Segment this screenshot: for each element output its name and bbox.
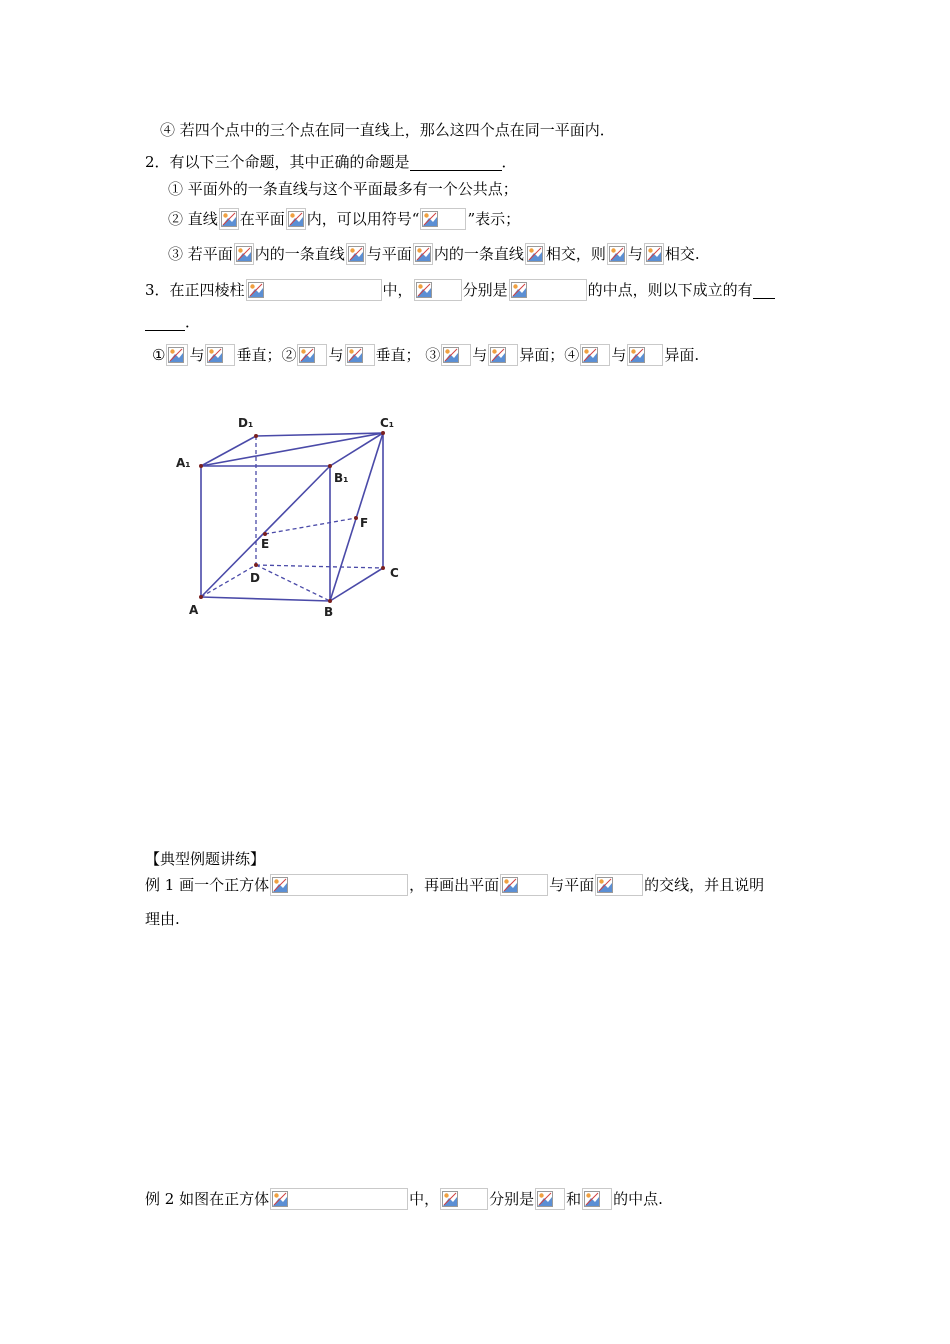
q2-item3-text: 与 xyxy=(627,245,643,263)
option-text: 与 xyxy=(611,346,627,364)
formula-image xyxy=(219,208,239,230)
vertex-b1 xyxy=(328,464,332,468)
q3-stem xyxy=(145,279,775,301)
example-1-text: 的交线，并且说明 xyxy=(644,876,765,894)
q2-item2 xyxy=(168,208,520,230)
example-2-text: 例 2 如图在正方体 xyxy=(145,1190,270,1208)
formula-image xyxy=(414,279,462,301)
option-text: 垂直； ③ xyxy=(375,346,441,364)
formula-image xyxy=(345,344,375,366)
example-1-cont xyxy=(145,908,180,930)
option-text: 垂直；② xyxy=(236,346,297,364)
formula-image xyxy=(346,243,366,265)
image-placeholder-icon xyxy=(502,877,518,893)
formula-image xyxy=(270,874,408,896)
image-placeholder-icon xyxy=(422,211,438,227)
q3-options xyxy=(152,344,699,366)
label-c: C xyxy=(390,566,399,580)
example-2 xyxy=(145,1188,663,1210)
q2-item2-text: 在平面 xyxy=(239,210,285,228)
answer-blank[interactable] xyxy=(753,282,775,299)
vertex-b xyxy=(328,599,332,603)
formula-image xyxy=(535,1188,565,1210)
example-1 xyxy=(145,874,764,896)
q3-stem-text: 分别是 xyxy=(462,281,508,299)
option-text: 异面. xyxy=(664,346,700,364)
image-placeholder-icon xyxy=(646,246,662,262)
vertex-d1 xyxy=(254,434,258,438)
image-placeholder-icon xyxy=(272,1191,288,1207)
q2-item3-text: 相交. xyxy=(664,245,700,263)
example-1-text: ，再画出平面 xyxy=(409,876,500,894)
vertex-c1 xyxy=(381,431,385,435)
formula-image xyxy=(525,243,545,265)
example-2-text: 中， xyxy=(409,1190,440,1208)
q3-stem-text: 3．在正四棱柱 xyxy=(145,281,245,299)
edge-b-c xyxy=(330,568,383,601)
label-f: F xyxy=(360,516,369,530)
image-placeholder-icon xyxy=(490,347,506,363)
image-placeholder-icon xyxy=(347,347,363,363)
hidden-edge-d-c xyxy=(256,565,383,568)
section-title xyxy=(145,848,265,870)
option-text: 与 xyxy=(189,346,205,364)
image-placeholder-icon xyxy=(272,877,288,893)
answer-blank[interactable] xyxy=(410,154,502,171)
vertex-d xyxy=(254,563,258,567)
q2-item2-text: 内，可以用符号“ xyxy=(306,210,420,228)
image-placeholder-icon xyxy=(597,877,613,893)
label-a: A xyxy=(189,603,199,617)
vertex-a xyxy=(199,595,203,599)
q2-stem-end: ． xyxy=(501,153,517,171)
vertex-a1 xyxy=(199,464,203,468)
hidden-segment-d-b xyxy=(256,565,330,601)
q2-item3-text: 内的一条直线 xyxy=(254,245,345,263)
q3-stem-end: ． xyxy=(185,313,201,331)
formula-image xyxy=(509,279,587,301)
q3-stem-cont xyxy=(145,311,200,333)
example-1-text: 理由. xyxy=(145,910,180,928)
option-text: 与 xyxy=(328,346,344,364)
image-placeholder-icon xyxy=(416,282,432,298)
formula-image xyxy=(270,1188,408,1210)
image-placeholder-icon xyxy=(207,347,223,363)
q2-item3-text: 内的一条直线 xyxy=(433,245,524,263)
image-placeholder-icon xyxy=(442,1191,458,1207)
formula-image xyxy=(234,243,254,265)
q2-item1 xyxy=(168,178,518,200)
image-placeholder-icon xyxy=(443,347,459,363)
option-text: 异面；④ xyxy=(519,346,580,364)
q1-item4 xyxy=(160,119,615,141)
label-e: E xyxy=(261,537,270,551)
formula-image xyxy=(644,243,664,265)
image-placeholder-icon xyxy=(609,246,625,262)
image-placeholder-icon xyxy=(629,347,645,363)
example-2-text: 分别是 xyxy=(489,1190,535,1208)
q2-item1-text: ① 平面外的一条直线与这个平面最多有一个公共点； xyxy=(168,180,518,198)
q2-stem xyxy=(145,151,517,173)
formula-image xyxy=(580,344,610,366)
q1-item4-text: ④ 若四个点中的三个点在同一直线上，那么这四个点在同一平面内． xyxy=(160,121,615,139)
label-d: D xyxy=(250,571,260,585)
hidden-segment-e-f xyxy=(265,518,356,534)
formula-image xyxy=(246,279,382,301)
formula-image xyxy=(286,208,306,230)
label-d1: D₁ xyxy=(238,416,254,430)
label-b: B xyxy=(324,605,334,619)
image-placeholder-icon xyxy=(527,246,543,262)
vertex-c xyxy=(381,566,385,570)
q2-item2-text: ② 直线 xyxy=(168,210,218,228)
formula-image xyxy=(627,344,663,366)
label-a1: A₁ xyxy=(176,456,191,470)
image-placeholder-icon xyxy=(299,347,315,363)
image-placeholder-icon xyxy=(348,246,364,262)
image-placeholder-icon xyxy=(221,211,237,227)
point-e xyxy=(263,532,267,536)
image-placeholder-icon xyxy=(511,282,527,298)
formula-image xyxy=(488,344,518,366)
q3-stem-text: 中， xyxy=(382,281,413,299)
q2-item3-text: 相交，则 xyxy=(545,245,606,263)
point-f xyxy=(354,516,358,520)
formula-image xyxy=(582,1188,612,1210)
prism-figure xyxy=(168,405,418,625)
answer-blank[interactable] xyxy=(145,314,185,331)
formula-image xyxy=(441,344,471,366)
q2-item3-text: 与平面 xyxy=(366,245,412,263)
formula-image xyxy=(420,208,466,230)
image-placeholder-icon xyxy=(582,347,598,363)
formula-image xyxy=(205,344,235,366)
image-placeholder-icon xyxy=(584,1191,600,1207)
formula-image xyxy=(500,874,548,896)
image-placeholder-icon xyxy=(415,246,431,262)
q2-item2-text: ”表示； xyxy=(467,210,521,228)
edge-d1-c1 xyxy=(256,433,383,436)
q3-stem-text: 的中点，则以下成立的有 xyxy=(587,281,753,299)
q2-stem-text: 2．有以下三个命题，其中正确的命题是 xyxy=(145,153,410,171)
formula-image xyxy=(595,874,643,896)
label-c1: C₁ xyxy=(380,416,395,430)
example-1-text: 例 1 画一个正方体 xyxy=(145,876,270,894)
q2-item3 xyxy=(168,243,700,265)
formula-image xyxy=(413,243,433,265)
formula-image xyxy=(297,344,327,366)
image-placeholder-icon xyxy=(248,282,264,298)
formula-image xyxy=(607,243,627,265)
edge-a-b xyxy=(201,597,330,601)
image-placeholder-icon xyxy=(168,347,184,363)
option-text: 与 xyxy=(472,346,488,364)
formula-image xyxy=(440,1188,488,1210)
segment-a-b1 xyxy=(201,466,330,597)
example-2-text: 和 xyxy=(566,1190,582,1208)
formula-image xyxy=(166,344,188,366)
section-title-text: 【典型例题讲练】 xyxy=(145,850,266,868)
label-b1: B₁ xyxy=(334,471,349,485)
q2-item3-text: ③ 若平面 xyxy=(168,245,233,263)
option-text: ① xyxy=(152,346,166,364)
image-placeholder-icon xyxy=(236,246,252,262)
image-placeholder-icon xyxy=(288,211,304,227)
example-1-text: 与平面 xyxy=(549,876,595,894)
example-2-text: 的中点. xyxy=(613,1190,663,1208)
image-placeholder-icon xyxy=(537,1191,553,1207)
